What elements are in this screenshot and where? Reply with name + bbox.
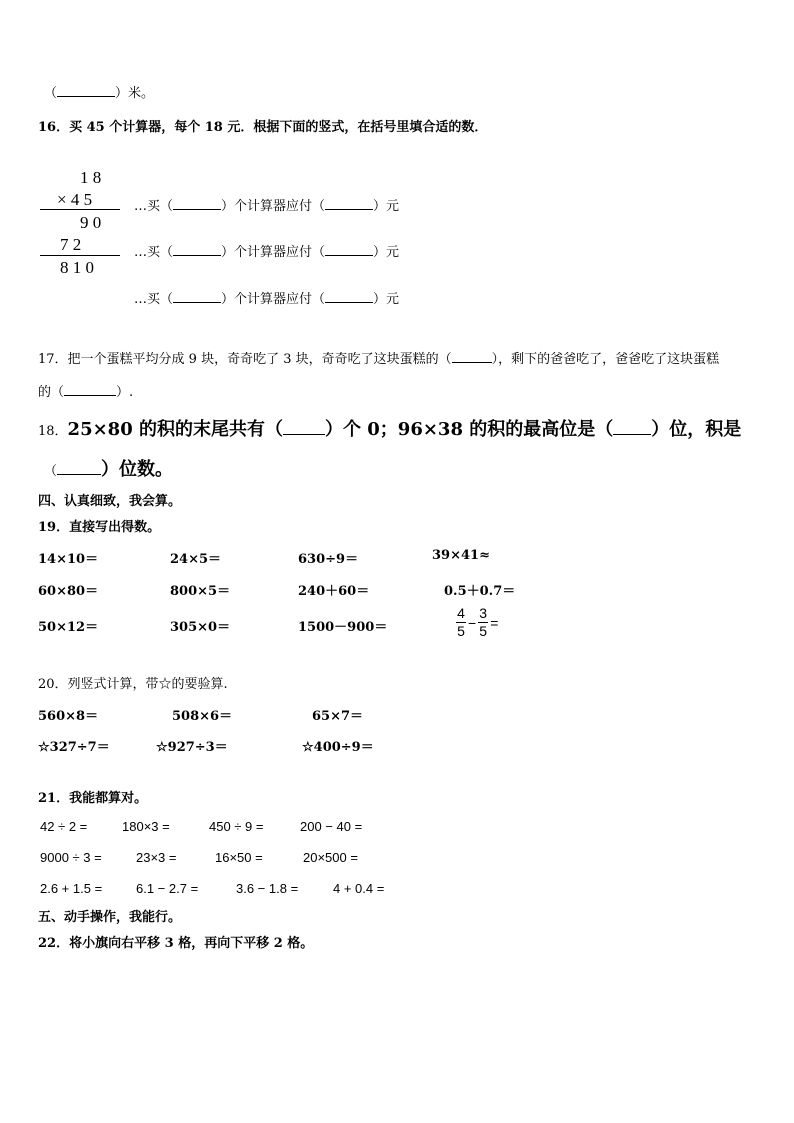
q18-line-2: （ ）位数。 <box>44 459 174 480</box>
fraction-expression: 4 5 − 3 5 = <box>457 605 499 639</box>
q16-line-3: …买（ ）个计算器应付（ ）元 <box>134 292 400 307</box>
q20-item: 65×7＝ <box>312 709 364 724</box>
answer-blank[interactable] <box>325 243 373 256</box>
q21-item: 2.6 + 1.5 = <box>40 881 103 896</box>
answer-blank[interactable] <box>325 290 373 303</box>
q19-item: 39×41≈ <box>432 548 490 563</box>
q21-item: 4 + 0.4 = <box>333 881 385 896</box>
section-5-heading: 五、动手操作，我能行。 <box>38 910 182 925</box>
q17-line-2: 的（ ）. <box>38 385 134 400</box>
answer-blank[interactable] <box>57 84 115 97</box>
q16-line-2: …买（ ）个计算器应付（ ）元 <box>134 245 400 260</box>
answer-blank[interactable] <box>325 197 373 210</box>
q21-item: 450 ÷ 9 = <box>209 819 264 834</box>
answer-blank[interactable] <box>173 290 221 303</box>
q21-title: 21．我能都算对。 <box>38 791 148 806</box>
divider <box>40 255 120 256</box>
q19-title: 19．直接写出得数。 <box>38 520 161 535</box>
section-4-heading: 四、认真细致，我会算。 <box>38 494 182 509</box>
divider <box>40 209 120 210</box>
fraction: 3 5 <box>479 605 488 639</box>
q19-item: 14×10＝ <box>38 552 99 567</box>
q21-item: 16×50 = <box>215 850 263 865</box>
q21-item: 200 − 40 = <box>300 819 363 834</box>
q18-line-1: 18．25×80 的积的末尾共有（ ）个 0；96×38 的积的最高位是（ ）位，积是 <box>38 419 742 440</box>
answer-blank[interactable] <box>64 383 116 396</box>
q19-item: 0.5＋0.7＝ <box>444 584 516 599</box>
answer-blank[interactable] <box>173 243 221 256</box>
q22-text: 22．将小旗向右平移 3 格，再向下平移 2 格。 <box>38 936 314 951</box>
q16-text: 16．买 45 个计算器，每个 18 元．根据下面的竖式，在括号里填合适的数． <box>38 120 488 135</box>
q20-title: 20．列竖式计算，带☆的要验算. <box>38 677 228 692</box>
q21-item: 20×500 = <box>303 850 358 865</box>
q21-item: 3.6 − 1.8 = <box>236 881 299 896</box>
q21-item: 42 ÷ 2 = <box>40 819 88 834</box>
q20-item: 508×6＝ <box>172 709 233 724</box>
q16-line-1: …买（ ）个计算器应付（ ）元 <box>134 199 400 214</box>
q21-item: 23×3 = <box>136 850 177 865</box>
answer-blank[interactable] <box>452 350 492 363</box>
q20-item: ☆927÷3＝ <box>156 740 228 755</box>
q15-tail: （ ）米。 <box>44 86 155 101</box>
q19-item: 60×80＝ <box>38 584 99 599</box>
q19-item: 305×0＝ <box>170 620 231 635</box>
q19-item: 1500－900＝ <box>298 620 388 635</box>
q19-item: 24×5＝ <box>170 552 222 567</box>
q17-line-1: 17．把一个蛋糕平均分成 9 块，奇奇吃了 3 块，奇奇吃了这块蛋糕的（ ），剩下的爸爸吃了，爸爸吃了这块蛋糕 <box>38 352 720 367</box>
q19-item: 800×5＝ <box>170 584 231 599</box>
q19-item: 630÷9＝ <box>298 552 359 567</box>
q20-item: 560×8＝ <box>38 709 99 724</box>
q19-item: 240＋60＝ <box>298 584 370 599</box>
q21-item: 9000 ÷ 3 = <box>40 850 102 865</box>
answer-blank[interactable] <box>173 197 221 210</box>
answer-blank[interactable] <box>57 462 101 475</box>
answer-blank[interactable] <box>613 422 651 435</box>
fraction: 4 5 <box>457 605 465 639</box>
q20-item: ☆400÷9＝ <box>302 740 374 755</box>
q21-item: 6.1 − 2.7 = <box>136 881 199 896</box>
q19-item: 50×12＝ <box>38 620 99 635</box>
q20-item: ☆327÷7＝ <box>38 740 110 755</box>
answer-blank[interactable] <box>283 422 325 435</box>
q21-item: 180×3 = <box>122 819 170 834</box>
